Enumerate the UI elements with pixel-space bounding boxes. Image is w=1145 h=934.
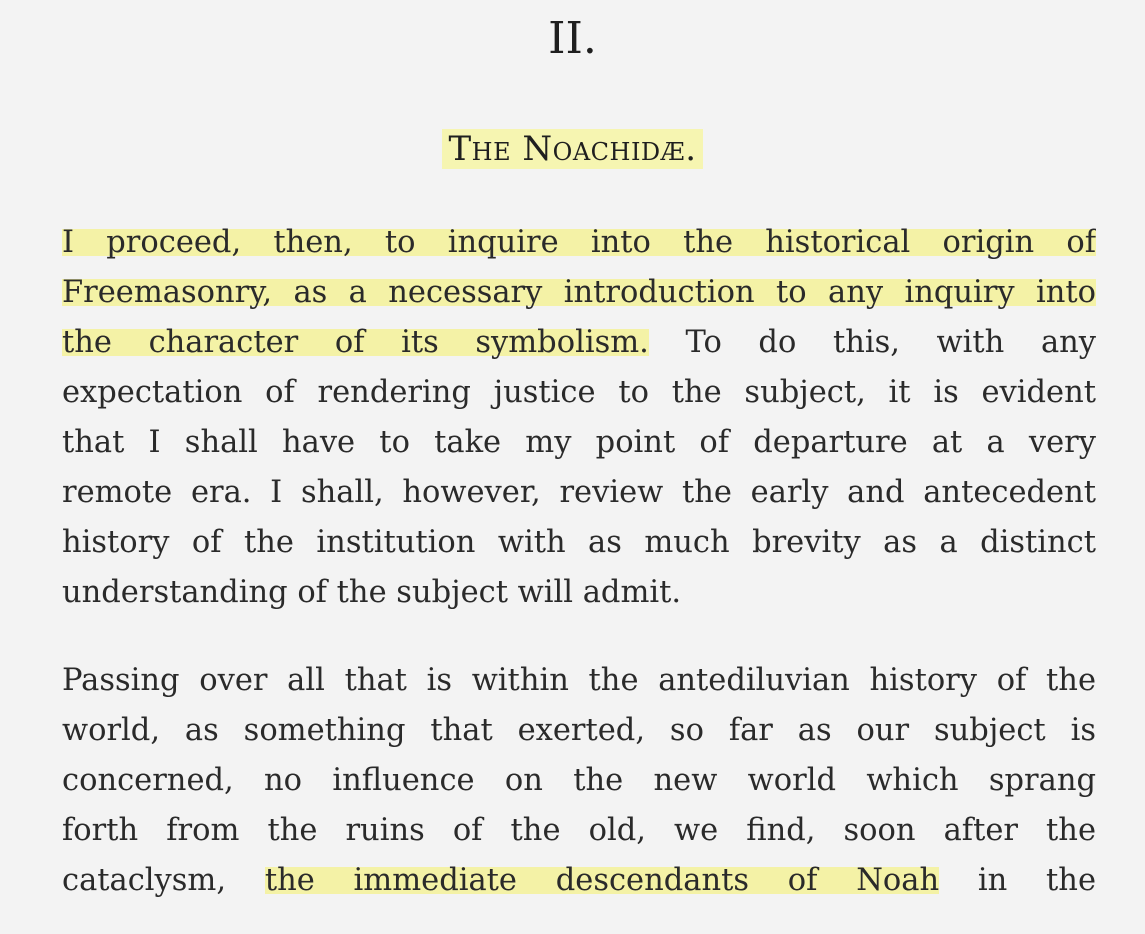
text-line: concerned, no influence on the new world which sprang [62,763,1096,798]
text-line: world, as something that exerted, so far as our subject is [62,713,1096,748]
text-line: history of the institution with as much brevity as a distinct [62,525,1096,560]
text-line: forth from the ruins of the old, we find, soon after the [62,813,1096,848]
text-line: expectation of rendering justice to the subject, it is evident [62,375,1096,410]
chapter-number: II. [548,13,597,64]
text-line [62,856,1096,906]
text-segment: To do this, with any [648,325,1096,360]
text-line [62,268,1096,318]
text-line [62,218,1096,268]
text-line [62,318,1096,368]
highlighted-text: the character of its symbolism. [62,325,649,360]
text-line: Passing over all that is within the antediluvian history of the [62,663,1096,698]
highlighted-text: Freemasonry, as a necessary introduction to any inquiry into [62,275,1096,310]
chapter-title-text: The Noachidæ. [442,129,702,169]
paragraph-1 [62,218,1096,618]
text-segment: in the [939,863,1096,898]
text-line: remote era. I shall, however, review the early and antecedent [62,475,1096,510]
paragraph-2 [62,656,1096,906]
text-line: that I shall have to take my point of departure at a very [62,425,1096,460]
text-segment: cataclysm, [62,863,265,898]
text-line: understanding of the subject will admit. [62,575,682,610]
chapter-title [0,125,1145,173]
highlighted-text: the immediate descendants of Noah [264,863,940,898]
highlighted-text: I proceed, then, to inquire into the historical origin of [62,225,1096,260]
